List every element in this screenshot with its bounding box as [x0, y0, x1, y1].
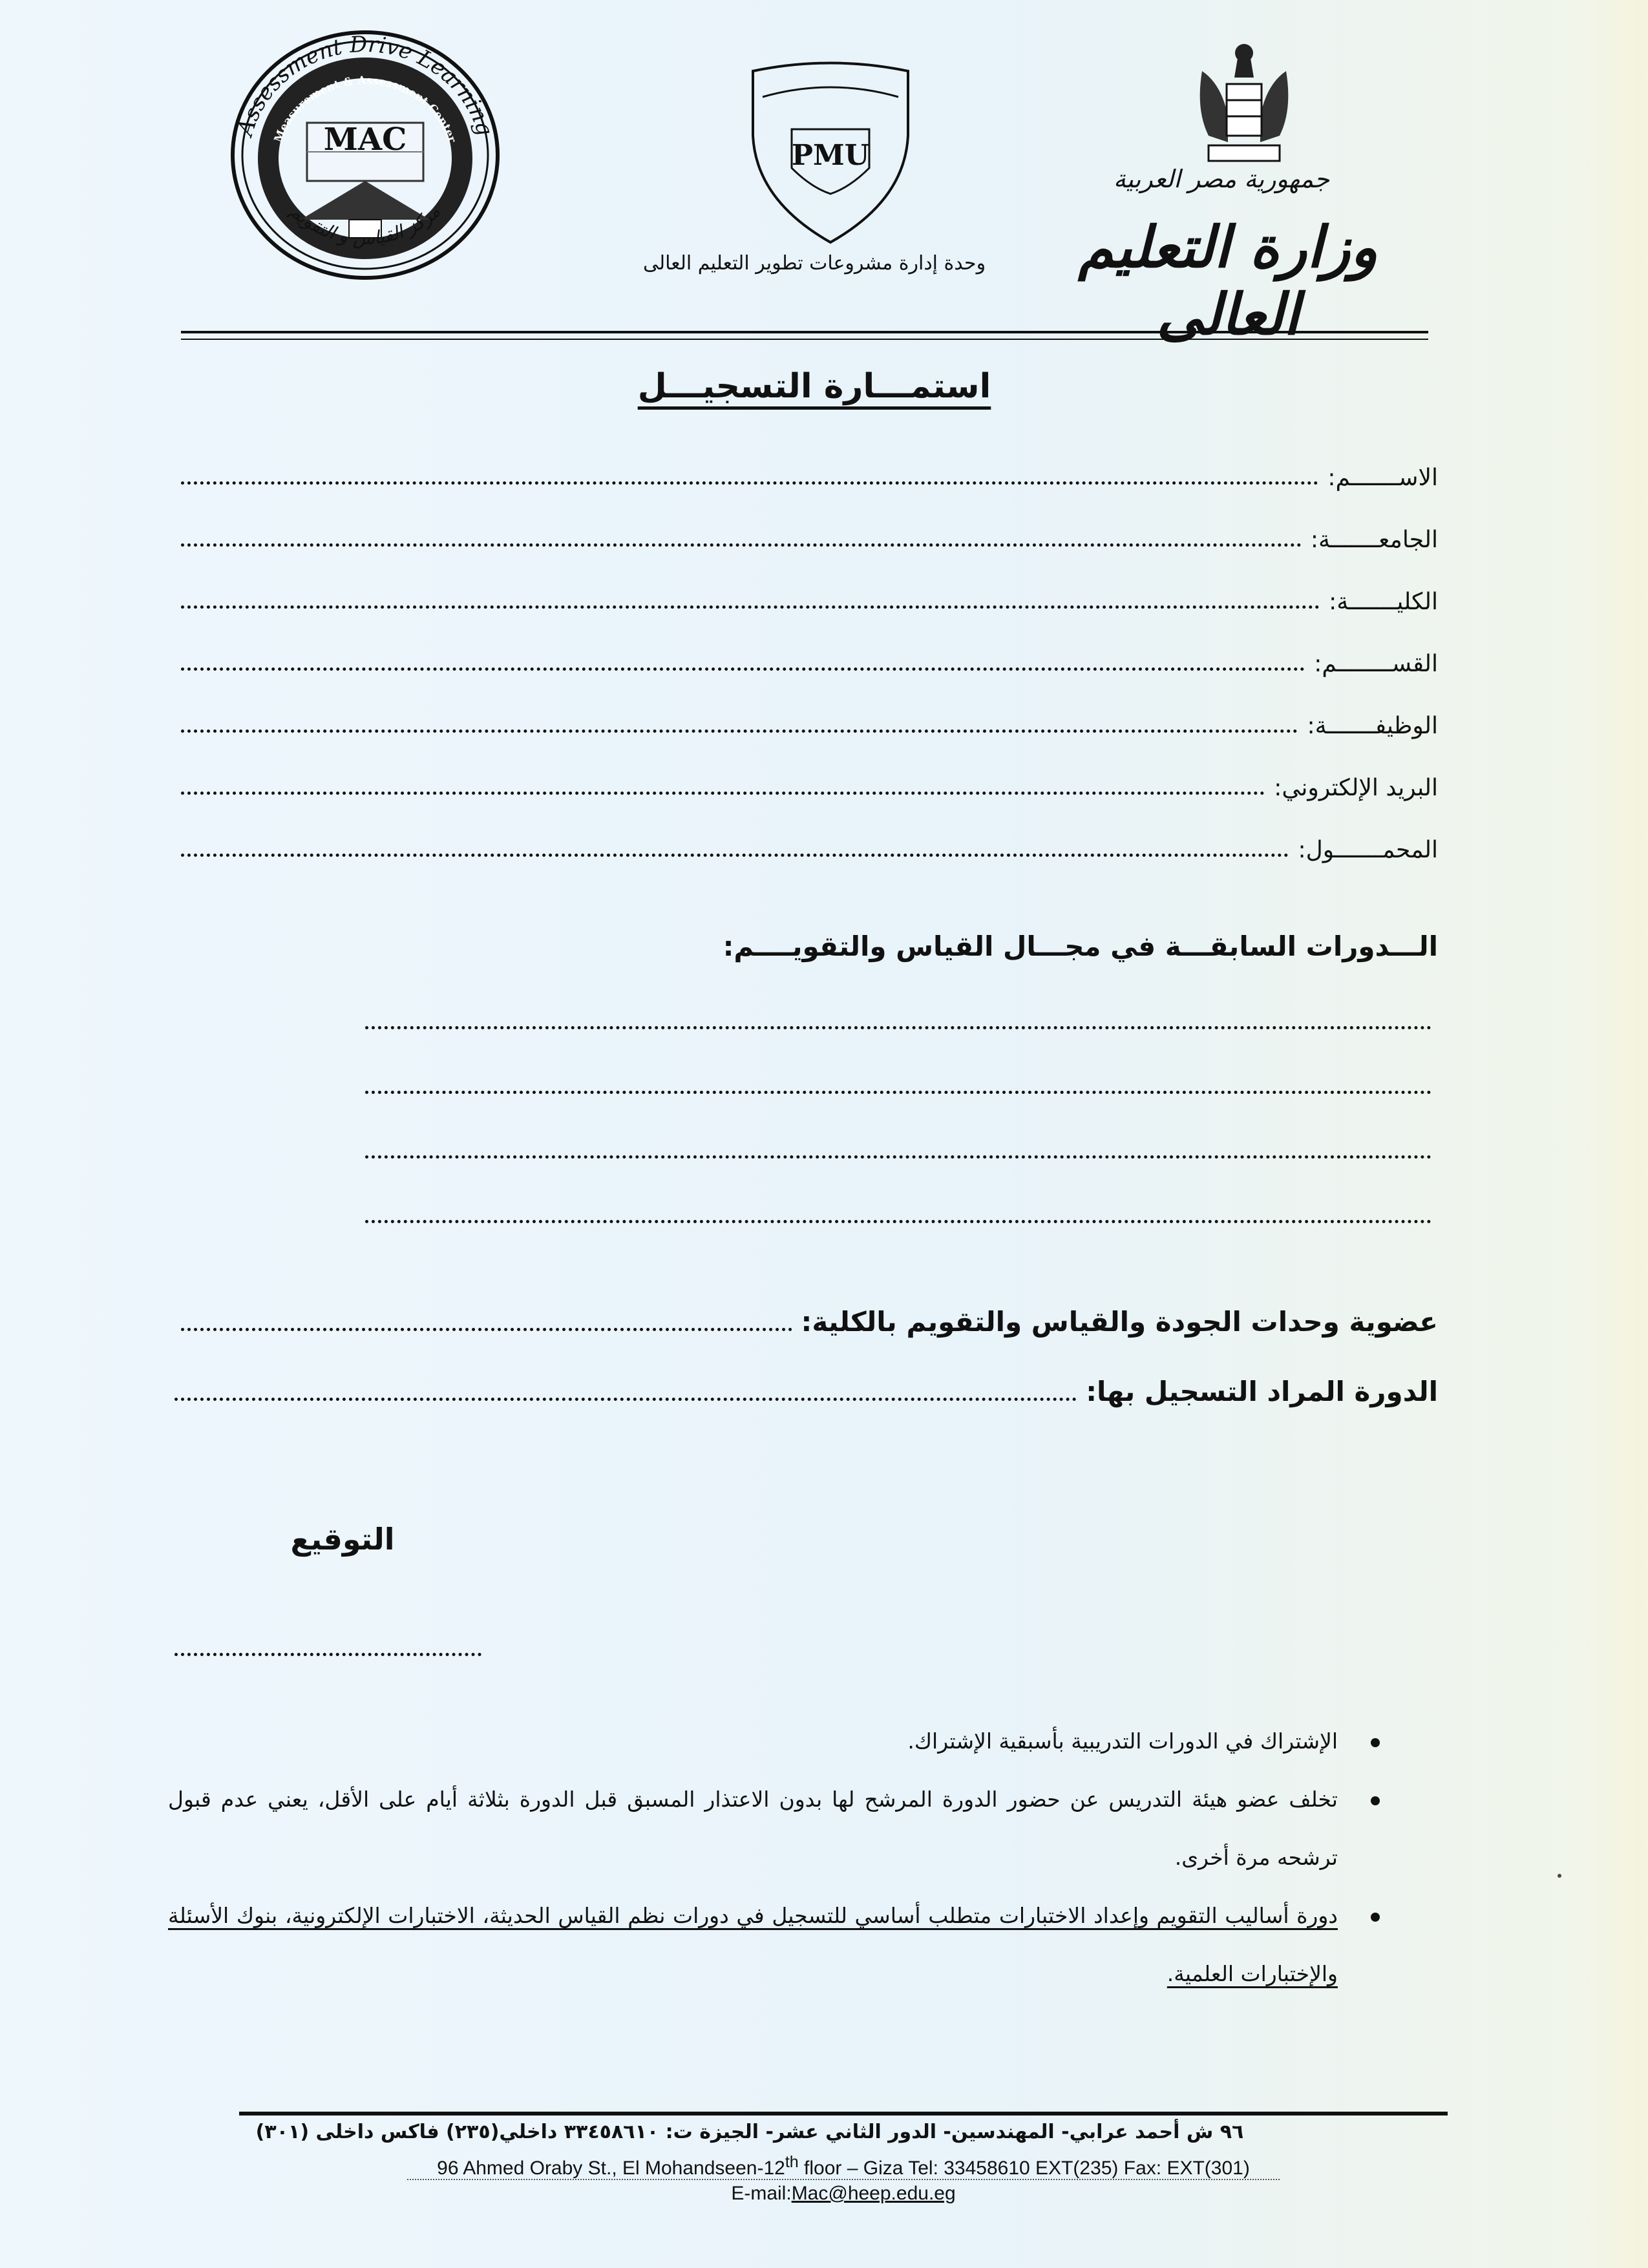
- note-text: الإشتراك في الدورات التدريبية بأسبقية الإشتراك.: [907, 1728, 1338, 1754]
- field-university[interactable]: [181, 508, 1438, 553]
- mac-arc-top-text: Assessment Drive Learning: [232, 31, 498, 139]
- eagle-emblem-icon: [1189, 39, 1299, 168]
- field-label: المحمـــــــول:: [1298, 837, 1438, 863]
- mac-center-text: MAC: [323, 121, 407, 158]
- field-name[interactable]: [181, 446, 1438, 491]
- field-label: الجامعـــــــة:: [1310, 527, 1438, 553]
- field-blank[interactable]: [181, 1328, 792, 1331]
- header-divider: [181, 331, 1428, 333]
- field-blank[interactable]: [181, 481, 1318, 485]
- field-blank[interactable]: [181, 792, 1265, 795]
- signature-line[interactable]: [174, 1653, 481, 1656]
- field-label: الاســـــــم:: [1327, 465, 1438, 491]
- note-item: [168, 1712, 1383, 1770]
- footer-divider: [239, 2112, 1448, 2116]
- form-title: استمـــارة التسجيـــل: [637, 367, 991, 406]
- pmu-center-text: PMU: [791, 139, 870, 172]
- pmu-caption: وحدة إدارة مشروعات تطوير التعليم العالى: [642, 252, 986, 275]
- signature-label: التوقيع: [290, 1522, 395, 1557]
- republic-text: جمهورية مصر العربية: [1113, 165, 1330, 193]
- field-faculty[interactable]: [181, 570, 1438, 615]
- mac-arc-bottom-text: مركز القياس و التقويم: [286, 200, 445, 249]
- field-job[interactable]: [181, 694, 1438, 739]
- note-item: [168, 1770, 1383, 1887]
- field-label: الوظيفـــــــة:: [1307, 713, 1438, 739]
- previous-courses-line[interactable]: [365, 1155, 1431, 1159]
- footer-address-english: [239, 2153, 1448, 2179]
- field-blank[interactable]: [181, 543, 1302, 547]
- mac-seal-logo: [223, 26, 507, 284]
- mac-arc-inner-text: Measurement & Assessment Center: [271, 74, 459, 145]
- note-text: تخلف عضو هيئة التدريس عن حضور الدورة المرشح لها بدون الاعتذار المسبق قبل الدورة بثلاثة أيام على الأقل، يعني عدم قبول ترشحه مرة أخرى.: [168, 1787, 1338, 1870]
- footer-address-part: floor – Giza Tel: 33458610 EXT(235) Fax: EXT(301): [798, 2158, 1250, 2179]
- field-course[interactable]: [174, 1362, 1438, 1407]
- previous-courses-heading: الـــدورات السابقـــة في مجـــال القياس والتقويــــم:: [723, 930, 1438, 962]
- field-label: القســــــــم:: [1314, 651, 1438, 677]
- field-label: البريد الإلكتروني:: [1274, 775, 1438, 801]
- ministry-wordmark: وزارة التعليم العالى: [1078, 213, 1378, 348]
- note-item: [168, 1887, 1383, 2003]
- footer-email-label: E-mail:: [731, 2183, 792, 2204]
- pmu-shield-logo: [734, 58, 927, 246]
- footer-address-sup: th: [785, 2153, 799, 2171]
- previous-courses-line[interactable]: [365, 1220, 1431, 1223]
- note-text: دورة أساليب التقويم وإعداد الاختبارات متطلب أساسي للتسجيل في دورات نظم القياس الحديثة، الاختبارات الإلكترونية، بنوك الأسئلة والإختبارات العلمية.: [168, 1903, 1338, 1986]
- footer-email: [239, 2183, 1448, 2205]
- field-blank[interactable]: [181, 667, 1305, 671]
- field-mobile[interactable]: [181, 818, 1438, 863]
- field-blank[interactable]: [174, 1398, 1077, 1401]
- notes-list: [168, 1712, 1383, 2003]
- field-membership[interactable]: [181, 1292, 1438, 1338]
- field-label: عضوية وحدات الجودة والقياس والتقويم بالكلية:: [801, 1306, 1438, 1338]
- field-label: الكليـــــــة:: [1329, 589, 1438, 615]
- field-label: الدورة المراد التسجيل بها:: [1086, 1376, 1438, 1407]
- scan-mark: [1558, 1874, 1561, 1878]
- field-email[interactable]: [181, 756, 1438, 801]
- footer-divider-dotted: [407, 2179, 1280, 2180]
- field-department[interactable]: [181, 632, 1438, 677]
- footer-email-link[interactable]: Mac@heep.edu.eg: [791, 2183, 956, 2204]
- footer-address-part: 96 Ahmed Oraby St., El Mohandseen-12: [437, 2158, 785, 2179]
- field-blank[interactable]: [181, 605, 1320, 609]
- previous-courses-line[interactable]: [365, 1026, 1431, 1029]
- field-blank[interactable]: [181, 854, 1289, 857]
- header-divider-thin: [181, 339, 1428, 340]
- field-blank[interactable]: [181, 730, 1298, 733]
- footer-address-arabic: ٩٦ ش أحمد عرابي- المهندسين- الدور الثاني عشر- الجيزة ت: ٣٣٤٥٨٦١٠ داخلي(٢٣٥) فاكس داخلى (٣٠١): [255, 2121, 1244, 2143]
- previous-courses-line[interactable]: [365, 1091, 1431, 1094]
